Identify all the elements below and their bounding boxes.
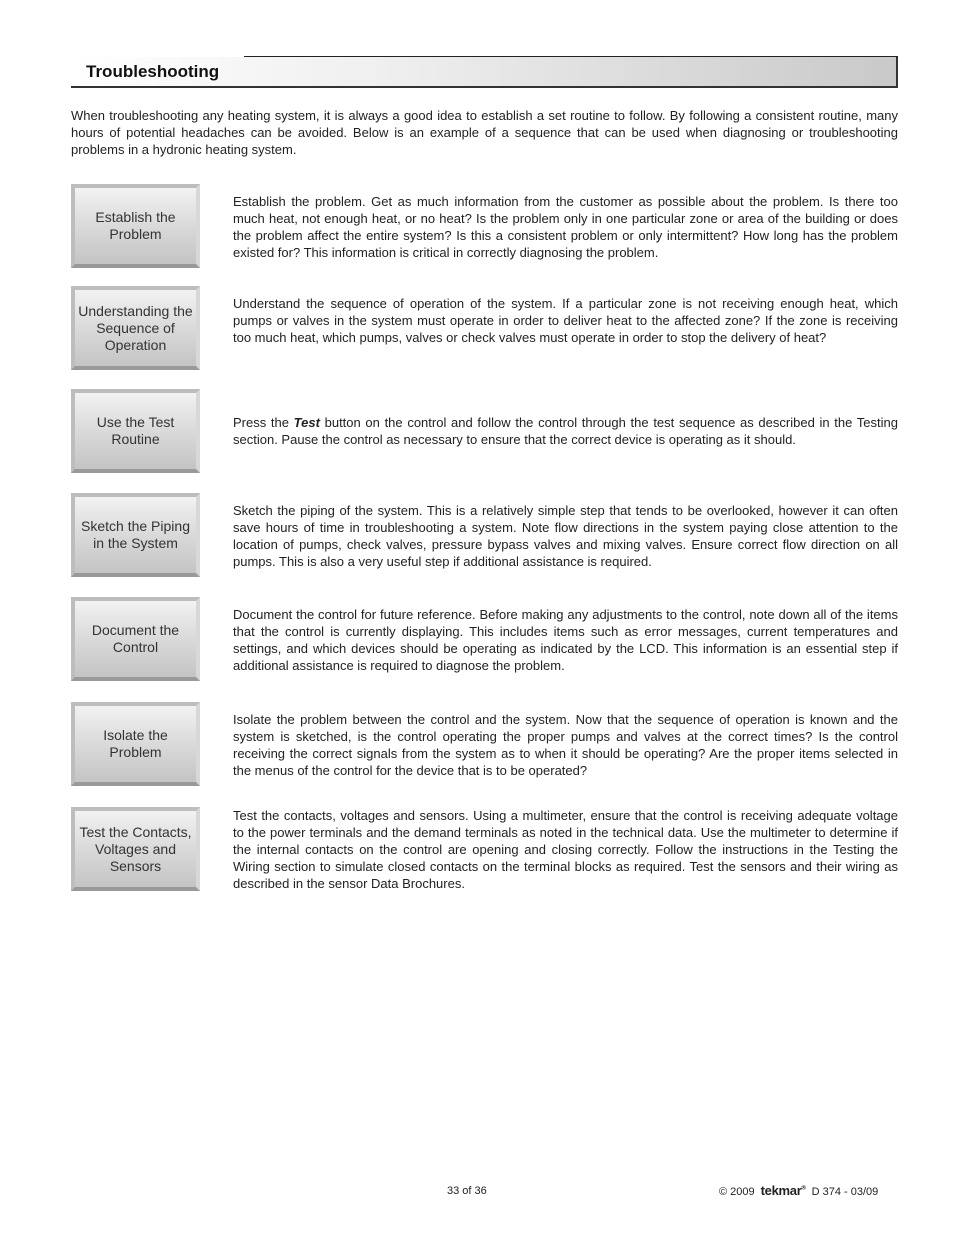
document-code: D 374 - 03/09 (811, 1186, 879, 1198)
step-description (233, 414, 898, 448)
step-label-box: Isolate the Problem (71, 702, 200, 786)
step-description: Document the control for future reference. Before making any adjustments to the control, note down all of the items that the control is currently displaying. This includes items such as error messages, current temperatures and settings, and which devices should be operating as indicated by the LCD. This information is an essential step if additional assistance is required to diagnose the problem. (233, 607, 898, 673)
step-label-box: Sketch the Piping in the System (71, 493, 200, 577)
brand-name: tekmar (760, 1183, 802, 1198)
copyright: © 2009 (719, 1186, 755, 1198)
test-button-name: Test (293, 415, 320, 430)
brand-logo (761, 1183, 806, 1198)
step-description: Sketch the piping of the system. This is a relatively simple step that tends to be overlooked, however it can often save hours of time in troubleshooting a system. Note flow directions in the system paying close attention to the location of pumps, check valves, pressure bypass valves and mixing valves. Ensure correct flow direction on all pumps. This is also a very useful step if additional assistance is required. (233, 503, 898, 569)
step-label-box: Understanding the Sequence of Operation (71, 286, 200, 370)
step-description: Establish the problem. Get as much information from the customer as possible about the problem. Is there too much heat, not enough heat, or no heat? Is the problem only in one particular zone or area of the building or does the problem affect the entire system? Is this a consistent problem or only intermittent? How long has the problem existed for? This information is critical in correctly diagnosing the problem. (233, 194, 898, 260)
brand-registered-mark: ® (801, 1185, 806, 1192)
step-label-box: Test the Contacts, Voltages and Sensors (71, 807, 200, 891)
intro-paragraph: When troubleshooting any heating system, it is always a good idea to establish a set routine to follow. By following a consistent routine, many hours of potential headaches can be avoided. Below is an example of a sequence that can be used when diagnosing or troubleshooting problems in a hydronic heating system. (71, 108, 898, 157)
step-description: Understand the sequence of operation of the system. If a particular zone is not receiving enough heat, which pumps or valves in the system must operate in order to deliver heat to the affected zone? If the zone is receiving too much heat, which pumps, valves or check valves must operate in order to stop the delivery of heat? (233, 296, 898, 345)
page-number: 33 of 36 (447, 1185, 487, 1197)
section-header-bar (71, 57, 898, 88)
step-label-box: Document the Control (71, 597, 200, 681)
section-title: Troubleshooting (86, 62, 220, 81)
step-label-box: Use the Test Routine (71, 389, 200, 473)
step-text-after: button on the control and follow the control through the test sequence as described in the Testing section. Pause the control as necessary to ensure that the correct device is operating as it should. (233, 415, 898, 447)
step-description: Isolate the problem between the control and the system. Now that the sequence of operation is known and the system is sketched, is the control operating the proper pumps and valves at the correct times? Is the control receiving the correct signals from the system as to when it should be operating? Are the proper items selected in the menus of the control for the device that is to be operated? (233, 712, 898, 778)
step-text-before: Press the (233, 415, 294, 430)
step-label-box: Establish the Problem (71, 184, 200, 268)
footer-info (719, 1183, 878, 1198)
step-description: Test the contacts, voltages and sensors. Using a multimeter, ensure that the control is receiving adequate voltage to the power terminals and the demand terminals as noted in the technical data. Use the multimeter to determine if the internal contacts on the control are opening and closing correctly. Follow the instructions in the Testing the Wiring section to simulate closed contacts on the terminal blocks as required. Test the sensors and their wiring as described in the sensor Data Brochures. (233, 808, 898, 891)
